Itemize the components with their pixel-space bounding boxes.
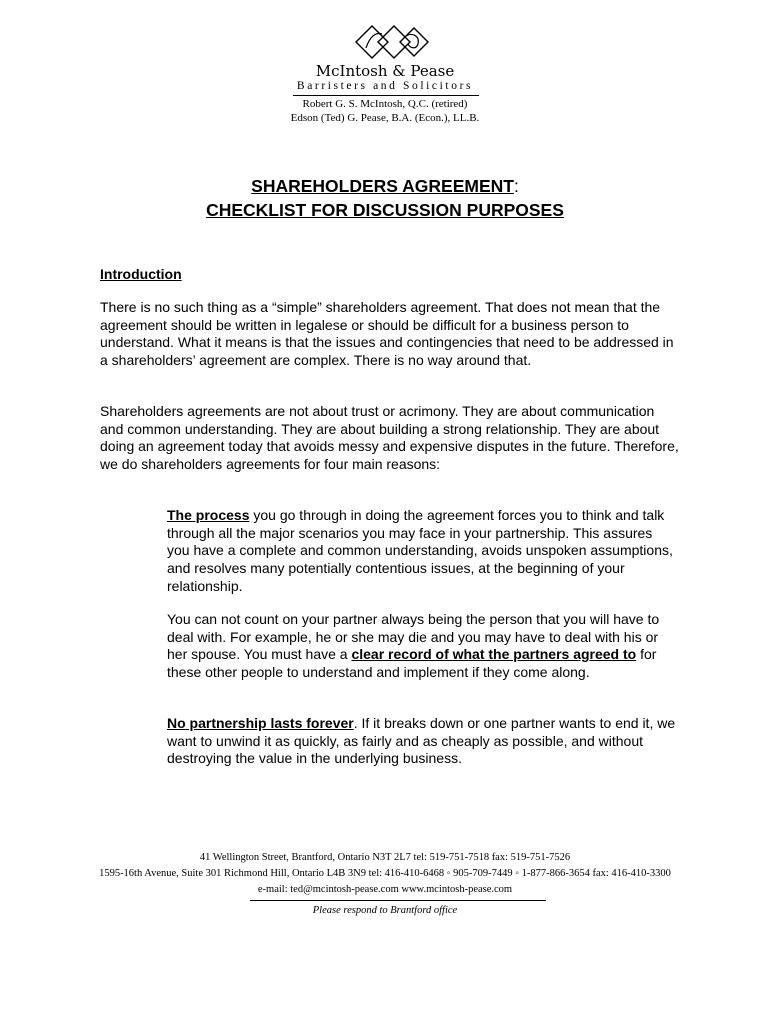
document-title-line-1 <box>0 176 770 197</box>
footer-divider <box>250 900 546 901</box>
title-colon: : <box>513 176 519 196</box>
firm-logo-icon <box>352 18 432 66</box>
paragraph-partnership <box>167 715 677 768</box>
partner-line-1: Robert G. S. McIntosh, Q.C. (retired) <box>302 98 468 110</box>
emphasis-process: The process <box>167 507 250 523</box>
paragraph-partnership-text: . If it breaks down or one partner wants to end it, we want to unwind it as quickly, as fairly and as cheaply as possible, and without destroying the value in the underlying business. <box>167 715 676 767</box>
paragraph-record-start: You can not count on your partner always being the person that you will have to deal with. For example, he or she may die and you may have to deal with his or her spouse. You must have a <box>167 611 660 663</box>
firm-subtitle: Barristers and Solicitors <box>296 80 474 92</box>
emphasis-record: clear record of what the partners agreed to <box>351 646 637 663</box>
paragraph-process <box>167 507 677 596</box>
paragraph-2: Shareholders agreements are not about trust or acrimony. They are about communication and common understanding. They are about building a strong relationship. They are about doing an agreement today that avoids messy and expensive disputes in the future. Therefore, we do shareholders agreements for four main reasons: <box>100 403 679 473</box>
paragraph-record <box>167 611 677 682</box>
title-text: SHAREHOLDERS AGREEMENT <box>251 176 514 196</box>
footer-contact: e-mail: ted@mcintosh-pease.com www.mcintosh-pease.com <box>257 884 513 895</box>
emphasis-partnership: No partnership lasts forever <box>167 715 354 731</box>
paragraph-1: There is no such thing as a “simple” shareholders agreement. That does not mean that the agreement should be written in legalese or should be difficult for a business person to understand. What it means is that the issues and contingencies that need to be addressed in a shareholders’ agreement are complex. There is no way around that. <box>100 299 674 369</box>
paragraph-process-text: you go through in doing the agreement forces you to think and talk through all the major scenarios you may face in your partnership. This assures you have a complete and common understanding, avoids unspoken assumptions, and resolves many potentially contentious issues, at the beginning of your relationship. <box>167 507 673 594</box>
footer-address-brantford: 41 Wellington Street, Brantford, Ontario N3T 2L7 tel: 519-751-7518 fax: 519-751-7526 <box>199 852 571 863</box>
footer-note: Please respond to Brantford office <box>312 905 458 916</box>
partner-line-2: Edson (Ted) G. Pease, B.A. (Econ.), LL.B. <box>290 112 480 124</box>
firm-name: McIntosh & Pease <box>315 62 455 80</box>
document-title-line-2: CHECKLIST FOR DISCUSSION PURPOSES <box>206 200 564 220</box>
section-heading: Introduction <box>100 266 182 282</box>
letterhead-divider <box>293 95 479 96</box>
footer-address-richmond-hill: 1595-16th Avenue, Suite 301 Richmond Hill, Ontario L4B 3N9 tel: 416-410-6468 ◦ 905-709-7449 ◦ 1-877-866-3654 fax: 416-410-3300 <box>99 868 671 879</box>
paragraph-record-end: for these other people to understand and implement if they come along. <box>167 646 657 681</box>
